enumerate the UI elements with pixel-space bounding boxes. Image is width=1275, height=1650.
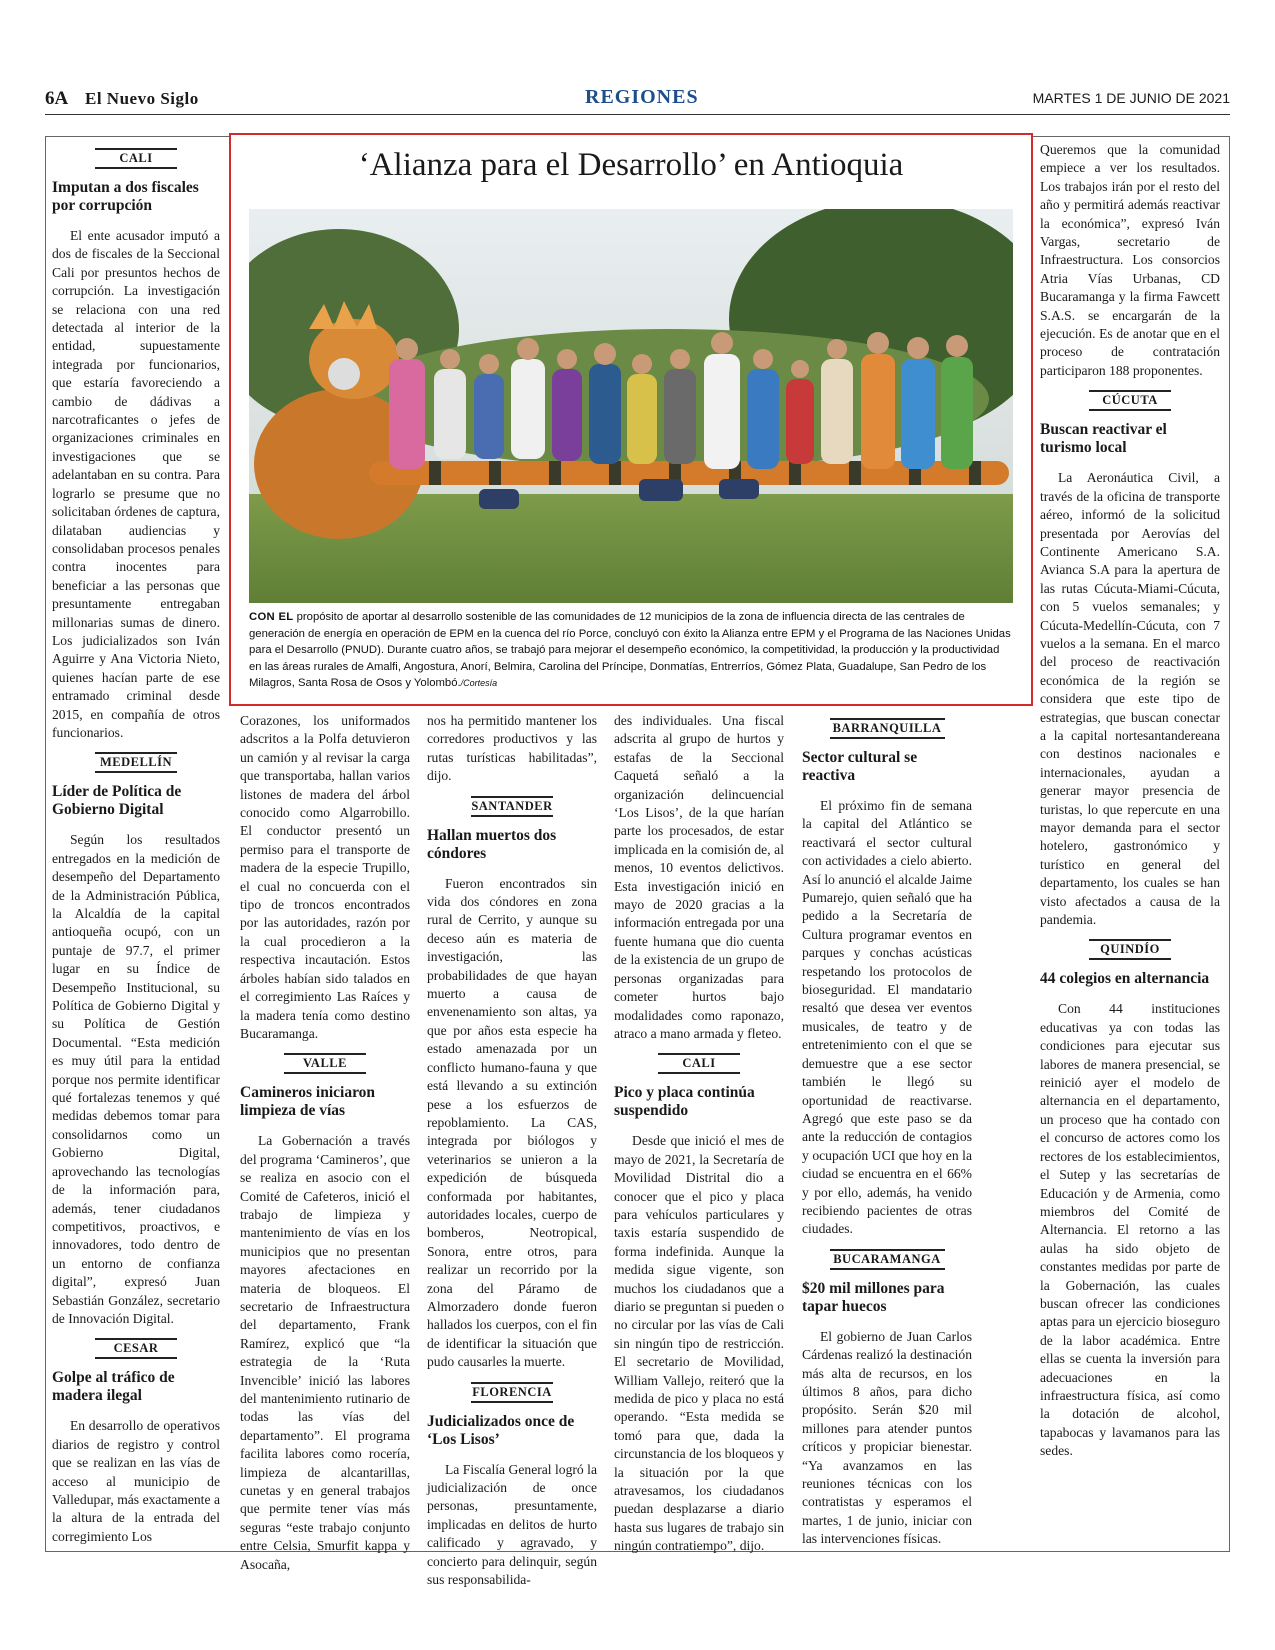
column-3 bbox=[427, 712, 597, 1589]
article-body: Con 44 instituciones educativas ya con todas las condiciones para ejecutar sus labores de manera presencial, se reinició ayer el modelo de alternancia en el departamento, un proceso que ha contado con el concurso de actores como los rectores de los establecimientos, el Sutep y las secretarías de Educación y de Armenia, como miembros del Comité de Alternancia. El retorno a las aulas ha sido objeto de constantes medidas por parte de la Gobernación, las cuales buscan ofrecer las condiciones aptas para un ejercicio bioseguro de la labor académica. Entre ellas se cuenta la inversión para adecuaciones en la infraestructura física, así como la dotación de alcohol, tapabocas y lavamanos para las sedes. bbox=[1040, 1001, 1220, 1459]
column-1 bbox=[52, 138, 220, 1546]
article-body: El próximo fin de semana la capital del Atlántico se reactivará el sector cultural con actividades a cielo abierto. Así lo anunció el alcalde Jaime Pumarejo, quien señaló que ha pedido a la Secretaría de Cultura programar eventos en parques y conchas acústicas respetando los protocolos de bioseguridad. El mandatario resaltó que desea ver eventos musicales, de teatro y de entretenimiento con el que se demuestre que a ese sector también le llegó su oportunidad de reactivarse. Agregó que este paso se da ante la reducción de contagios y ocupación UCI que hoy en la ciudad se encuentra en el 66% y por ello, además, ha venido recibiendo pacientes de otras ciudades. bbox=[802, 798, 972, 1237]
article-body: nos ha permitido mantener los corredores productivos y las rutas turísticas habilitadas”, dijo. bbox=[427, 713, 597, 784]
newspaper-name: El Nuevo Siglo bbox=[85, 89, 199, 108]
headline: Sector cultural se reactiva bbox=[802, 749, 918, 784]
headline: Líder de Política de Gobierno Digital bbox=[52, 783, 182, 819]
section-tag: VALLE bbox=[284, 1053, 366, 1074]
section-tag: FLORENCIA bbox=[471, 1382, 553, 1403]
section-tag: CALI bbox=[658, 1053, 740, 1074]
headline: Camineros iniciaron limpieza de vías bbox=[240, 1084, 376, 1120]
article-body: El ente acusador imputó a dos de fiscales de la Seccional Cali por presuntos hechos de corrupción. La investigación se relaciona con una red detectada al interior de la entidad, supuestamente integrada por funcionarios, que estaría favoreciendo a cambio de dádivas a narcotraficantes o jefes de organizaciones criminales en investigaciones que se adelantaban en su contra. Para lograrlo se presume que no solicitaban órdenes de captura, dilataban audiencias y consolidaban procesos penales contra inocentes para beneficiar a las personas que presuntamente entregaban millonarias sumas de dinero. Los judicializados son Iván Aguirre y Ana Victoria Nieto, quienes hacían parte de ese entramado criminal desde 2015, en compañía de otros funcionarios. bbox=[52, 228, 220, 740]
photo-caption bbox=[249, 609, 1013, 692]
issue-date: MARTES 1 DE JUNIO DE 2021 bbox=[1032, 90, 1230, 106]
headline: $20 mil millones para tapar huecos bbox=[802, 1279, 945, 1315]
featured-photo-box bbox=[229, 133, 1033, 706]
section-tag: CALI bbox=[95, 148, 177, 169]
column-4 bbox=[614, 712, 784, 1556]
headline: Imputan a dos fiscales por corrupción bbox=[52, 179, 199, 214]
page-header bbox=[45, 84, 1230, 115]
article-body: En desarrollo de operativos diarios de registro y control que se realizan en las vías de acceso al municipio de Valledupar, más exactamente a la altura de la entrada del corregimiento Los bbox=[52, 1418, 220, 1544]
article-body: El gobierno de Juan Carlos Cárdenas realizó la destinación más alta de recursos, en los últimos 8 años, para dicho propósito. Serán $20 mil millones para atender puntos críticos y propiciar bienestar. “Ya avanzamos en las reuniones técnicas con los contratistas y esperamos el martes, 1 de junio, iniciar con las intervenciones físicas. bbox=[802, 1328, 972, 1547]
caption-text: propósito de aportar al desarrollo sostenible de las comunidades de 12 municipios de la zona de influencia directa de las centrales de generación de energía en operación de EPM en la cuenca del río Porce, concluyó con éxito la Alianza entre EPM y el Programa de las Naciones Unidas para el Desarrollo (PNUD). Durante cuatro años, se trabajó para mejorar el desempeño económico, la competitividad, la producción y la productividad en las áreas rurales de Amalfi, Angostura, Anorí, Belmira, Carolina del Príncipe, Donmatías, Entrerríos, Gómez Plata, Guadalupe, San Pedro de los Milagros, Santa Rosa de Osos y Yolombó. bbox=[249, 611, 1011, 690]
column-2 bbox=[240, 712, 410, 1574]
page-number: 6A bbox=[45, 88, 69, 109]
article-body: des individuales. Una fiscal adscrita al grupo de hurtos y estafas de la Seccional Caquetá señaló a la organización delincuencial ‘Los Lisos’, de la que harían parte los procesados, de estar implicada en la comisión de, al menos, 10 eventos delictivos. Esta investigación inició en mayo de 2020 gracias a la información entregada por una fuente humana que dio cuenta de la existencia de un grupo de personas organizadas para cometer hurtos bajo modalidades como raponazo, atraco a mano armada y fleteo. bbox=[614, 713, 784, 1041]
article-body: Corazones, los uniformados adscritos a la Polfa detuvieron un camión y al revisar la carga que transportaba, hallan varios listones de madera del árbol conocido como Algarrobillo. El conductor presentó un permiso para el transporte de madera de la especie Trupillo, el cual no concuerda con el tipo de troncos encontrados por las autoridades, razón por la cual procedieron a la respectiva incautación. Estos árboles habían sido talados en el corregimiento Las Raíces y la madera tenía como destino Bucaramanga. bbox=[240, 713, 410, 1041]
column-5 bbox=[802, 708, 972, 1549]
section-tag: BARRANQUILLA bbox=[830, 718, 945, 739]
section-tag: SANTANDER bbox=[471, 796, 553, 817]
article-body: Fueron encontrados sin vida dos cóndores en zona rural de Cerrito, y aunque su deceso aún es materia de investigación, las probabilidades de que hayan muerto a causa de envenenamiento son altas, ya que por años esta especie ha estado amenazada por un conflicto humano-fauna y que está llevando a su extinción pese a los esfuerzos de repoblamiento. La CAS, integrada por biólogos y veterinarios se unieron a la expedición de búsqueda conformada por habitantes, autoridades locales, cuerpo de bomberos, Neotropical, Sonora, entre otros, para realizar un recorrido por la zona del Páramo de Almorzadero donde fueron hallados los cuerpos, con el fin de identificar la situación que pudo causarles la muerte. bbox=[427, 875, 597, 1370]
section-tag: CESAR bbox=[95, 1338, 177, 1359]
article-body: La Fiscalía General logró la judicialización de once personas, presuntamente, implicadas en delitos de hurto calificado y agravado, y concierto para delinquir, según sus responsabilida- bbox=[427, 1461, 597, 1588]
headline: Judicializados once de ‘Los Lisos’ bbox=[427, 1412, 575, 1448]
feature-title: ‘Alianza para el Desarrollo’ en Antioquia bbox=[358, 147, 904, 183]
headline: Golpe al tráfico de madera ilegal bbox=[52, 1369, 175, 1405]
section-title: REGIONES bbox=[585, 86, 699, 108]
group-photo bbox=[249, 209, 1013, 603]
group-photo-illustration bbox=[249, 209, 1013, 603]
section-tag: CÚCUTA bbox=[1089, 390, 1171, 411]
article-body: La Gobernación a través del programa ‘Camineros’, que se realiza en asocio con el Comité de Cafeteros, inició el trabajo de limpieza y mantenimiento de vías en los municipios que no presentan mayores afectaciones en materia de bloqueos. El secretario de Infraestructura del departamento, Frank Ramírez, explicó que “la estrategia de la ‘Ruta Invencible’ inició las labores del mantenimiento rutinario de todas las vías del departamento”. El programa facilita labores como rocería, limpieza de alcantarillas, cunetas y en general trabajos que permite tener vías más seguras “este trabajo conjunto entre Celsia, Smurfit kappa y Asocaña, bbox=[240, 1133, 410, 1572]
article-body: Desde que inició el mes de mayo de 2021, la Secretaría de Movilidad Distrital dio a conocer que el pico y placa para vehículos particulares y taxis estaría suspendido de forma indefinida. Aunque la medida sigue vigente, son muchos los ciudadanos que a diario se preguntan si pueden o no circular por las vías de Cali sin ningún tipo de restricción. El secretario de Movilidad, William Vallejo, reiteró que la medida de pico y placa no está operando. “Esta medida se tomó para que, dada la circunstancia de los bloqueos y la situación por la que atravesamos, los ciudadanos puedan desplazarse a diario hasta sus lugares de trabajo sin ningún contratiempo”, dijo. bbox=[614, 1133, 784, 1554]
article-body: Según los resultados entregados en la medición de desempeño del Departamento de la Administración Pública, la Alcaldía de la capital antioqueña ocupó, con un puntaje de 97.7, el primer lugar en su Índice de Desempeño Institucional, su Política de Gobierno Digital y su Política de Gestión Documental. “Esta medición es muy útil para la entidad porque nos permite identificar qué fortalezas tenemos y qué medidas debemos tomar para consolidarnos como un Gobierno Digital, aprovechando las tecnologías de la información para, además, tener ciudadanos competitivos, proactivos, e innovadores, todo dentro de un entorno de confianza digital”, expresó Juan Sebastián González, secretario de Innovación Digital. bbox=[52, 832, 220, 1326]
section-tag: QUINDÍO bbox=[1089, 939, 1171, 960]
photo-credit: /Cortesía bbox=[460, 678, 498, 689]
section-tag: MEDELLÍN bbox=[95, 752, 177, 773]
article-body: Queremos que la comunidad empiece a ver los resultados. Los trabajos irán por el resto del año y permitirá además reactivar la económica”, expresó Iván Vargas, secretario de Infraestructura. Los consorcios Atria Vías Urbanas, CD Bucaramanga y la firma Fawcett S.A.S. se encargarán de la ejecución. Es de anotar que en el proceso de contratación participaron 188 proponentes. bbox=[1040, 142, 1220, 378]
headline: Buscan reactivar el turismo local bbox=[1040, 421, 1167, 457]
headline: Pico y placa continúa suspendido bbox=[614, 1084, 755, 1120]
column-6 bbox=[1040, 141, 1220, 1461]
headline: Hallan muertos dos cóndores bbox=[427, 826, 557, 862]
article-body: La Aeronáutica Civil, a través de la oficina de transporte aéreo, informó de la solicitud presentada por Aerovías del Continente Americano S.A. Avianca S.A para la apertura de las rutas Cúcuta-Miami-Cúcuta, con 5 vuelos semanales; y Cúcuta-Medellín-Cúcuta, con 7 vuelos a la semana. En el marco del proceso de reactivación económica de la región se considera que este tipo de estrategias, que buscan conectar a la capital nortesantandereana con destinos nacionales e internacionales, ayudan a generar mayor presencia de turistas, lo que repercute en una mayor demanda para el sector hotelero, gastronómico y turístico en general del departamento, los cuales se han visto afectados a causa de la pandemia. bbox=[1040, 470, 1220, 928]
caption-lead: CON EL bbox=[249, 611, 294, 623]
headline: 44 colegios en alternancia bbox=[1040, 970, 1210, 988]
section-tag: BUCARAMANGA bbox=[830, 1249, 945, 1270]
